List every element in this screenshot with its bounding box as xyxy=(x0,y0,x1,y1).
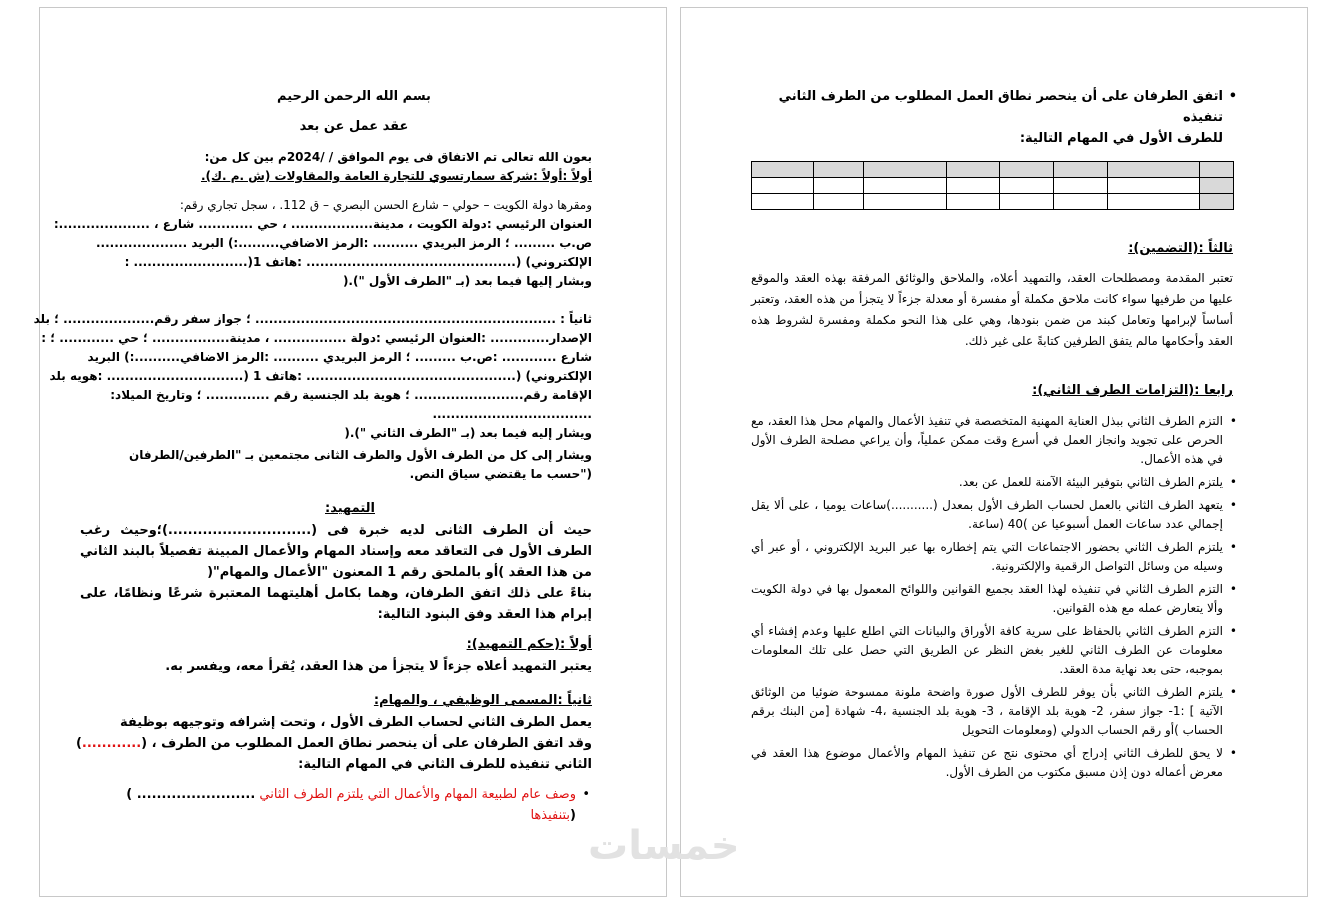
table-cell[interactable] xyxy=(1108,162,1200,178)
obligation-item: • يلتزم الطرف الثاني بأن يوفر للطرف الأول صورة واضحة ملونة ممسوحة ضوئيا من الوثائق الآتية ] :1- جواز سفر، 2- هوية بلد الإقامة ، 3- هوية بلد الجنسية ،4- شهادة [من البنك برقم الحساب )أو رقم الحساب الدولي (ومعلومات التحويل xyxy=(751,683,1239,740)
clause-2-red-dots: ............ xyxy=(81,736,142,751)
table-cell[interactable] xyxy=(813,162,863,178)
party2-line: الإصدار............. :العنوان الرئيسي :دولة ................ ، مدينة................. ؛ حي ............ ؛ : xyxy=(41,331,592,345)
basmala: بسم الله الرحمن الرحيم xyxy=(277,89,431,104)
clause-2-text xyxy=(75,712,592,775)
tasks-bullet xyxy=(80,784,592,826)
table-cell[interactable] xyxy=(752,178,814,194)
tasks-dots: ........................ ) xyxy=(126,787,256,802)
scope-line-1: اتفق الطرفان على أن ينحصر نطاق العمل المطلوب من الطرف الثاني تنفيذه xyxy=(778,89,1223,125)
table-cell[interactable] xyxy=(863,194,946,210)
table-cell[interactable] xyxy=(863,178,946,194)
obligation-item: • يلتزم الطرف الثاني بتوفير البيئة الآمنة للعمل عن بعد. xyxy=(751,473,1239,492)
clause-2-scope: وقد اتفق الطرفان على أن ينحصر نطاق العمل المطلوب من الطرف ، ( xyxy=(141,736,592,751)
clause-2-line: يعمل الطرف الثاني لحساب الطرف الأول ، وتحت إشرافه وتوجيهه بوظيفة xyxy=(120,715,592,730)
intro-block xyxy=(53,148,592,291)
party2-line: ثانياً : .................................................................. ؛ جواز سفر رقم.................... ؛ بلد xyxy=(33,312,592,326)
intro-line: بعون الله تعالى تم الاتفاق فى يوم الموافق / /2024م بين كل من: xyxy=(204,150,592,164)
table-cell[interactable] xyxy=(946,194,1000,210)
both-parties-note: ويشار إلى كل من الطرف الأول والطرف الثانى مجتمعين بـ "الطرفين/الطرفان ("حسب ما يقتضي سياق النص. xyxy=(129,448,592,481)
table-cell[interactable] xyxy=(813,178,863,194)
table-cell[interactable] xyxy=(1199,162,1233,178)
clause-2-close-paren: ) xyxy=(75,736,82,751)
preamble-heading: التمهيد: xyxy=(325,501,375,516)
table-cell[interactable] xyxy=(863,162,946,178)
obligation-item: • التزم الطرف الثاني بالحفاظ على سرية كافة الأوراق والبيانات التي اطلع عليها وعدم إفشاء أي معلومات عن الطرف الثاني للغير بغض النظر عن الطريق التي حصل على تلك المعلومات بموجبه، حتى بعد نهاية مدة العقد. xyxy=(751,622,1239,679)
duties-table xyxy=(751,161,1234,210)
clause-2-line xyxy=(75,733,592,754)
inclusion-paragraph: تعتبر المقدمة ومصطلحات العقد، والتمهيد أعلاه، والملاحق والوثائق المرفقة بهذه العقد والموقع عليها من طرفيها سواء كانت ملاحق مكملة أو مفسرة أو معدلة جزءاً لا يتجزأ من هذه العقد، وتعتبر أساساً لإبرامها وتعامل كبند من ضمن بنودها، وهي على هذا النحو مكملة ومفسرة لشروط هذه العقد وأحكامها مالم يتفق الطرفين كتابةً على غير ذلك. xyxy=(751,271,1233,348)
table-row xyxy=(752,194,1234,210)
table-header-row xyxy=(752,162,1234,178)
table-cell[interactable] xyxy=(1000,178,1054,194)
intro-line: العنوان الرئيسي :دولة الكويت ، مدينة.................. ، حي ............ شارع ، ....................: xyxy=(53,217,592,231)
table-cell[interactable] xyxy=(1000,194,1054,210)
obligation-item: • التزم الطرف الثاني ببذل العناية المهنية المتخصصة في تنفيذ الأعمال والمهام محل هذا العقد، مع الحرص على تجويد وانجاز العمل في أسرع وقت ممكن عملياً، وأن يراعي مصلحة الطرف الأول في هذه الأعمال. xyxy=(751,412,1239,469)
watermark-logo: خمسات xyxy=(588,823,740,869)
left-page xyxy=(33,7,667,897)
tasks-description-red: وصف عام لطبيعة المهام والأعمال التي يلتزم الطرف الثاني xyxy=(259,787,576,802)
intro-line: الإلكتروني) (.............................................. :هاتف 1(......................... : xyxy=(124,255,592,269)
intro-line: أولاً :أولاً :شركة سمارتسوي للتجارة العامة والمقاولات (ش .م .ك). xyxy=(200,169,592,183)
scope-statement xyxy=(751,86,1239,149)
obligation-item: • يلتزم الطرف الثاني بحضور الاجتماعات التي يتم إخطاره بها عبر البريد الإلكتروني ، أو عبر أي وسيله من وسائل التواصل الرقمية والإلكترونية. xyxy=(751,538,1239,576)
clause-2-line: الثاني تنفيذه للطرف الثاني في المهام التالية: xyxy=(298,757,592,772)
preamble-paragraph-2: بناءً على ذلك اتفق الطرفان، وهما بكامل أهليتهما المعتبرة شرعًا ونظامًا، على إبرام هذا العقد وفق البنود التالية: xyxy=(80,586,592,622)
table-cell[interactable] xyxy=(1054,194,1108,210)
obligation-item: • يتعهد الطرف الثاني بالعمل لحساب الطرف الأول بمعدل (...........)ساعات يوميا ، على ألا يقل إجمالي عدد ساعات العمل أسبوعيا عن )40 (ساعة. xyxy=(751,496,1239,534)
table-cell[interactable] xyxy=(1108,194,1200,210)
clause-2-heading: ثانياً :المسمى الوظيفي ، والمهام: xyxy=(373,693,592,708)
scope-bullet xyxy=(751,86,1239,149)
party2-line: ويشار إليه فيما بعد (بـ "الطرف الثاني ").( xyxy=(344,426,592,440)
intro-line: ص.ب ......... ؛ الرمز البريدي .......... :الرمز الاضافي.........:) البريد .................... xyxy=(96,236,592,250)
clause-1-heading: أولاً :(حكم التمهيد): xyxy=(466,637,592,652)
table-cell[interactable] xyxy=(813,194,863,210)
table-cell[interactable] xyxy=(946,162,1000,178)
intro-line: وبشار إليها فيما بعد (بـ "الطرف الأول ").( xyxy=(342,274,592,288)
table-cell[interactable] xyxy=(1199,178,1233,194)
tasks-bullet-item xyxy=(80,784,592,826)
table-cell[interactable] xyxy=(1000,162,1054,178)
party2-line: الإلكتروني) (.............................................. :هاتف 1 (.............................. :هويه بلد xyxy=(49,369,592,383)
obligation-item: • لا يحق للطرف الثاني إدراج أي محتوى نتج عن تنفيذ المهام والأعمال موضوع هذا العقد في معرض أعماله دون إذن مسبق مكتوب من الطرف الأول. xyxy=(751,744,1239,782)
scope-line-2: للطرف الأول في المهام التالية: xyxy=(1019,131,1223,146)
right-page xyxy=(680,7,1308,897)
party2-line: ................................... xyxy=(432,407,592,421)
table-cell[interactable] xyxy=(1199,194,1233,210)
preamble-paragraph-1: حيث أن الطرف الثانى لديه خبرة فى (.............................)؛وحيث رغب الطرف الأول فى التعاقد معه وإسناد المهام والأعمال المبينة تفصيلاً بالبند الثاني من هذا العقد )أو بالملحق رقم 1 المعنون "الأعمال والمهام"( xyxy=(80,523,592,580)
intro-line: ومقرها دولة الكويت – حولي – شارع الحسن البصري – ق 112. ، سجل تجاري رقم: xyxy=(179,198,592,212)
obligations-list xyxy=(751,412,1239,782)
tasks-description-end: بتنفيذها xyxy=(530,808,571,823)
obligations-heading: رابعا :(التزامات الطرف الثاني): xyxy=(1032,383,1233,398)
table-cell[interactable] xyxy=(1108,178,1200,194)
tasks-open-paren: ( xyxy=(570,808,576,823)
inclusion-heading: ثالثاً :(التضمين): xyxy=(1128,241,1233,256)
table-cell[interactable] xyxy=(752,162,814,178)
table-cell[interactable] xyxy=(1054,162,1108,178)
clause-1-text: يعتبر التمهيد أعلاه جزءاً لا يتجزأ من هذا العقد، يُقرأ معه، ويفسر به. xyxy=(165,659,592,674)
party2-line: الإقامة رقم........................ ؛ هوية بلد الجنسية رقم .............. ؛ وتاريخ الميلاد: xyxy=(110,388,592,402)
party2-line: شارع ............ :ص.ب ......... ؛ الرمز البريدي .......... :الرمز الاضافي..........:) البريد xyxy=(87,350,592,364)
table-cell[interactable] xyxy=(1054,178,1108,194)
table-row xyxy=(752,178,1234,194)
obligation-item: • التزم الطرف الثاني في تنفيذه لهذا العقد بجميع القوانين واللوائح المعمول بها في دولة الكويت وألا يتعارض عمله مع هذه القوانين. xyxy=(751,580,1239,618)
contract-title: عقد عمل عن بعد xyxy=(299,119,409,134)
table-cell[interactable] xyxy=(946,178,1000,194)
second-party-block xyxy=(33,310,592,443)
table-cell[interactable] xyxy=(752,194,814,210)
